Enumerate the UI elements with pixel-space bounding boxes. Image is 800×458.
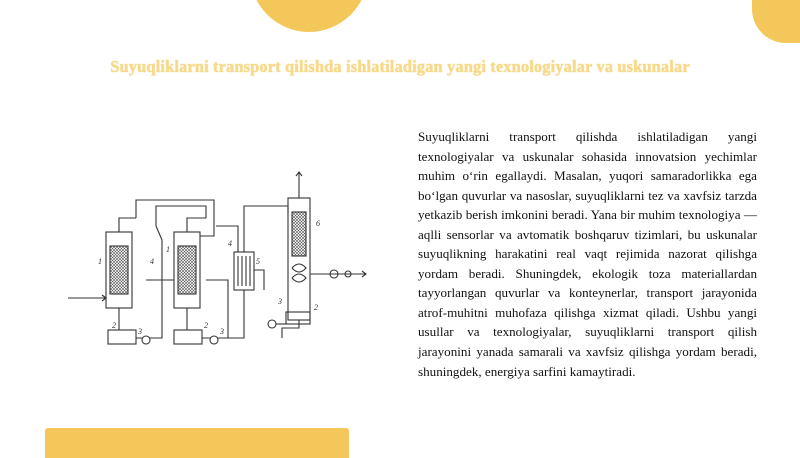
column-3-packing [292,212,306,256]
pump-1 [142,336,150,344]
diagram-label: 5 [256,257,260,266]
diagram-label: 2 [112,321,116,330]
column-3-coil [292,264,306,282]
exchanger-side-pipe [254,270,264,290]
column-2-top-pipe [187,218,206,232]
diagram-label: 4 [228,239,232,248]
diagram-label: 1 [166,245,170,254]
tank-3 [286,312,310,324]
tank-1 [108,330,136,344]
pump-3 [268,320,276,328]
heat-exchanger [234,252,254,290]
diagram-label: 2 [204,321,208,330]
column-2-packing [178,246,196,294]
tank-2 [174,330,202,344]
diagram-label: 4 [150,257,154,266]
slide-title: Suyuqliklarni transport qilishda ishlatiladigan yangi texnologiyalar va uskunalar [110,57,690,76]
slide-body-text: Suyuqliklarni transport qilishda ishlatiladigan yangi texnologiyalar va uskunalar sohasida innovatsion yechimlar muhim o‘rin egallaydi. Masalan, yuqori samaradorlikka ega bo‘lgan quvurlar va nasoslar, suyuqliklarni tez va xavfsiz tarzda yetkazib berish imkonini beradi. Yana bir muhim texnologiya — aqlli sensorlar va avtomatik boshqaruv tizimlari, bu uskunalar suyuqlikning harakatini real vaqt rejimida nazorat qilishga yordam beradi. Shuningdek, ekologik toza materiallardan tayyorlangan quvurlar va konteynerlar, transport jarayonida atrof-muhitni muhofaza qilishga xizmat qiladi. Ushbu yangi usullar va texnologiyalar, suyuqliklarni transport qilish jarayonini yanada samarali va xavfsiz qilishga yordam beradi, shuningdek, energiya sarfini kamaytiradi. [418,129,757,379]
diagram-label: 2 [314,303,318,312]
column-1-packing [110,246,128,294]
diagram-label: 6 [316,219,320,228]
decor-bottom-bar [45,428,349,458]
to-column-3-pipe [244,206,288,252]
decor-corner-shape [752,0,800,43]
pump-2 [210,336,218,344]
exchanger-tubes [238,256,250,286]
diagram-label: 1 [98,257,102,266]
diagram-label: 3 [138,327,142,336]
to-exchanger-pipe [216,226,238,252]
decor-top-shape [250,0,368,32]
diagram-label: 3 [278,297,282,306]
column-3-bottom-pipe [282,320,299,338]
process-flow-diagram [66,160,382,366]
exchanger-return [228,290,244,338]
column-1-top-pipe [119,218,136,232]
diagram-label: 3 [220,327,224,336]
